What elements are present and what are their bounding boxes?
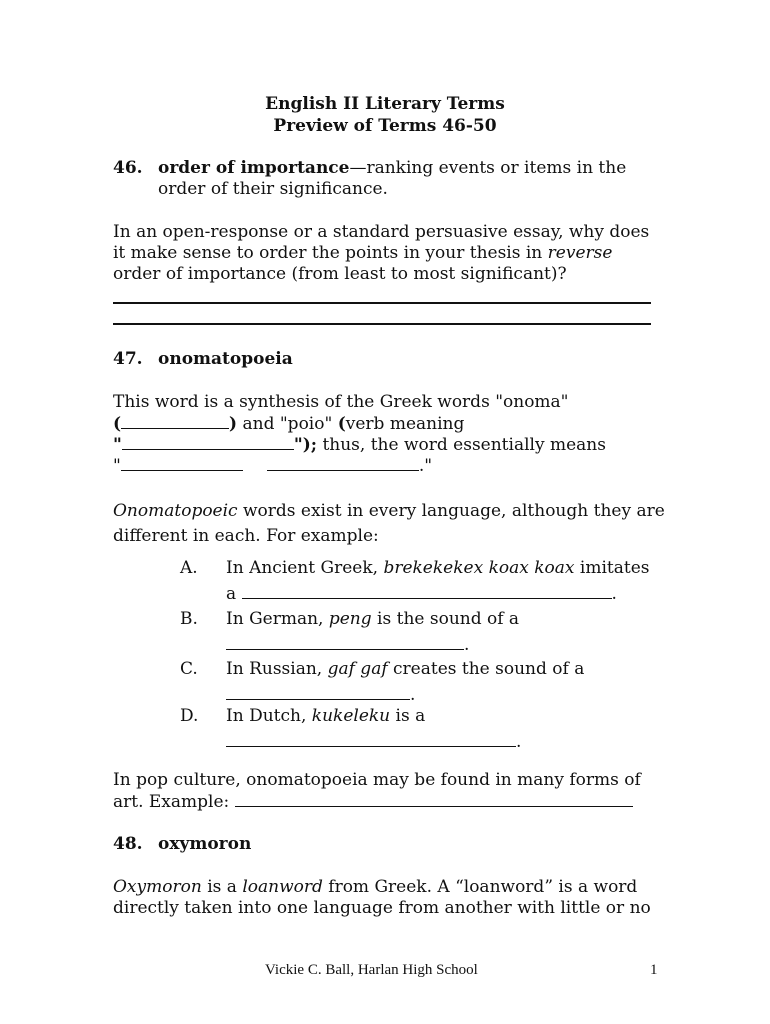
example-c-line2	[226, 684, 415, 706]
emphasis: brekekekex koax koax	[383, 558, 575, 578]
quote: ."	[418, 456, 433, 476]
term-47-name: onomatopoeia	[158, 349, 293, 369]
blank-example-c[interactable]	[226, 684, 410, 700]
emphasis: Oxymoron	[113, 877, 202, 897]
example-b-text	[226, 609, 519, 630]
paren: (	[113, 414, 122, 434]
text: verb meaning	[345, 414, 465, 434]
text: words exist in every language, although they are	[237, 501, 665, 521]
term-48-number: 48.	[113, 834, 143, 854]
question-text: it make sense to order the points in your thesis in	[113, 243, 548, 263]
emphasis: gaf gaf	[327, 659, 388, 679]
example-c-letter: C.	[180, 659, 198, 679]
question-emphasis: reverse	[547, 243, 613, 263]
term-46-definition	[158, 158, 626, 179]
blank-example-d[interactable]	[226, 731, 516, 747]
term-46-question-line3: order of importance (from least to most significant)?	[113, 264, 567, 284]
period: .	[516, 732, 522, 752]
term-46-def-line2: order of their significance.	[158, 179, 388, 199]
term-48-line1	[113, 877, 637, 898]
footer-credit: Vickie C. Ball, Harlan High School	[265, 962, 478, 978]
example-c-text	[226, 659, 584, 680]
blank-poio-meaning[interactable]	[122, 434, 294, 450]
text: art. Example:	[113, 792, 235, 812]
term-47-para1-line1: This word is a synthesis of the Greek words "onoma"	[113, 392, 569, 412]
paren: )	[229, 414, 238, 434]
document-title: English II Literary Terms	[265, 94, 505, 114]
example-b-letter: B.	[180, 609, 198, 629]
text: is a	[201, 877, 243, 897]
emphasis: peng	[328, 609, 372, 629]
term-47-number: 47.	[113, 349, 143, 369]
example-d-text	[226, 706, 425, 727]
quote: "	[113, 435, 122, 455]
period: .	[464, 635, 470, 655]
text: In Dutch,	[226, 706, 312, 726]
paren: (	[337, 414, 346, 434]
example-a-letter: A.	[180, 558, 198, 578]
term-47-para1-line4	[113, 455, 432, 477]
answer-line[interactable]	[113, 323, 651, 325]
blank-example-a[interactable]	[242, 583, 612, 599]
term-47-para2-line1	[113, 501, 665, 522]
example-d-line2	[226, 731, 521, 753]
period: .	[410, 685, 416, 705]
term-47-para1-line2	[113, 413, 464, 435]
blank-example-b[interactable]	[226, 634, 464, 650]
pop-culture-line1: In pop culture, onomatopoeia may be found in many forms of	[113, 770, 641, 790]
term-47-para1-line3	[113, 434, 606, 456]
example-a-line2	[226, 583, 617, 605]
text: and "poio"	[237, 414, 338, 434]
term-46-name: order of importance	[158, 158, 350, 178]
term-46-def-line1: —ranking events or items in the	[349, 158, 627, 178]
emphasis: kukeleku	[311, 706, 391, 726]
blank-meaning-part1[interactable]	[121, 455, 243, 471]
term-48-line2: directly taken into one language from another with little or no	[113, 898, 651, 918]
text: a	[226, 584, 242, 604]
term-47-para2-line2: different in each. For example:	[113, 526, 379, 546]
text: is a	[390, 706, 426, 726]
quote: "	[113, 456, 121, 476]
text: creates the sound of a	[387, 659, 585, 679]
text: thus, the word essentially means	[317, 435, 606, 455]
term-46-question-line2	[113, 243, 612, 264]
example-d-letter: D.	[180, 706, 199, 726]
blank-onoma-meaning[interactable]	[121, 413, 229, 429]
answer-line[interactable]	[113, 302, 651, 304]
text: In Russian,	[226, 659, 328, 679]
text: In Ancient Greek,	[226, 558, 384, 578]
period: .	[611, 584, 617, 604]
quote: ");	[293, 435, 318, 455]
example-a-text	[226, 558, 650, 579]
emphasis: Onomatopoeic	[113, 501, 238, 521]
text: imitates	[574, 558, 650, 578]
example-b-line2	[226, 634, 469, 656]
text: In German,	[226, 609, 329, 629]
document-subtitle: Preview of Terms 46-50	[273, 116, 497, 136]
pop-culture-line2	[113, 791, 633, 813]
emphasis: loanword	[242, 877, 323, 897]
blank-pop-example[interactable]	[235, 791, 633, 807]
text: is the sound of a	[371, 609, 520, 629]
page-number: 1	[650, 962, 658, 978]
term-46-number: 46.	[113, 158, 143, 178]
blank-meaning-part2[interactable]	[267, 455, 419, 471]
term-48-name: oxymoron	[158, 834, 252, 854]
term-46-question-line1: In an open-response or a standard persuasive essay, why does	[113, 222, 650, 242]
text: from Greek. A “loanword” is a word	[322, 877, 638, 897]
